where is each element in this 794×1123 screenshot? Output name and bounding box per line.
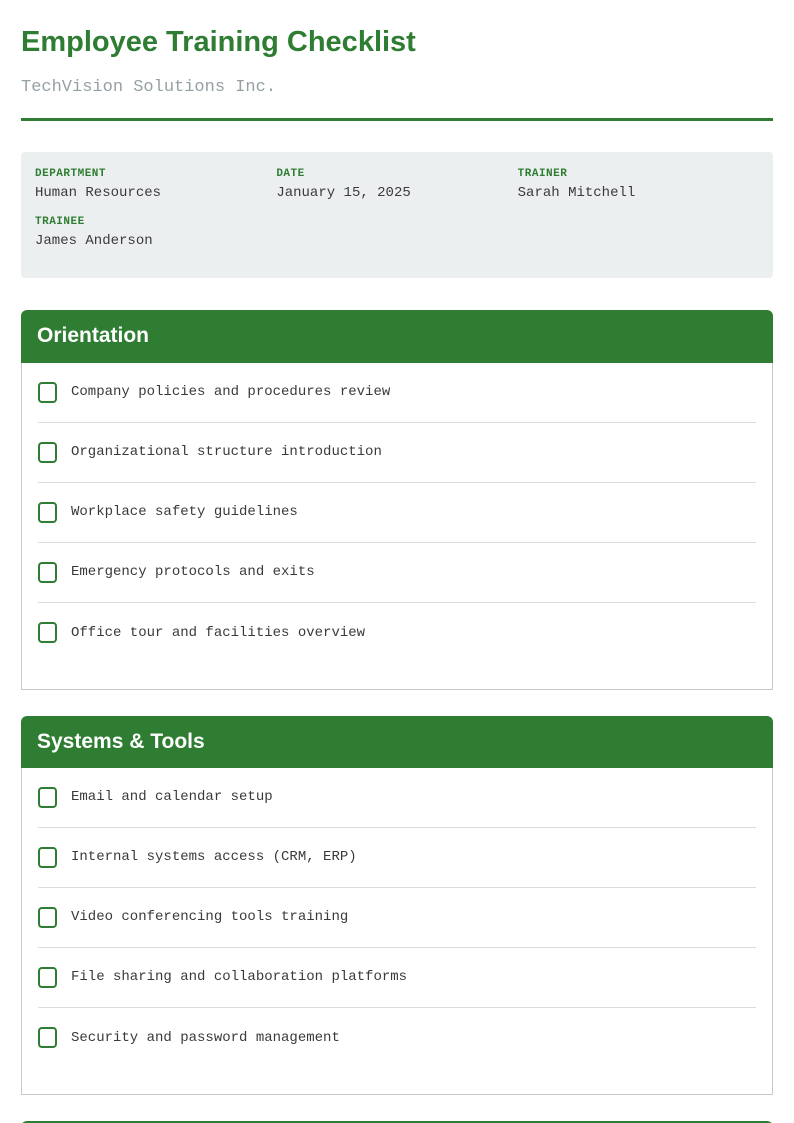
info-grid [35, 168, 759, 250]
section-header: Systems & Tools [21, 716, 773, 768]
checkbox[interactable] [38, 907, 57, 928]
checkbox[interactable] [38, 502, 57, 523]
checklist-item [38, 483, 756, 543]
checklist-item-label: Security and password management [71, 1029, 340, 1046]
info-field [35, 168, 276, 203]
info-field [276, 168, 517, 203]
checkbox[interactable] [38, 562, 57, 583]
checklist-item-label: Company policies and procedures review [71, 384, 391, 401]
checklist-item [38, 423, 756, 483]
info-field [518, 168, 759, 203]
info-field-label: DATE [276, 168, 305, 180]
checklist-item [38, 948, 756, 1008]
section-body [21, 768, 773, 1095]
checklist-item [38, 603, 756, 663]
info-field-label: TRAINER [517, 168, 568, 180]
info-field-label: TRAINEE [35, 215, 85, 228]
info-field [35, 216, 276, 251]
section [21, 310, 773, 689]
checklist-item [38, 543, 756, 603]
checklist-item-label: Workplace safety guidelines [71, 504, 298, 521]
section [21, 716, 773, 1095]
header-rule [21, 118, 773, 121]
section-body [21, 363, 773, 690]
checkbox[interactable] [38, 622, 57, 643]
checkbox[interactable] [38, 1027, 57, 1048]
info-field-value: January 15, 2025 [276, 185, 411, 202]
section-header: Orientation [21, 310, 773, 362]
info-field-value: Sarah Mitchell [517, 185, 636, 202]
checklist-item-label: Organizational structure introduction [71, 444, 382, 461]
checkbox[interactable] [38, 382, 57, 403]
company-name: TechVision Solutions Inc. [21, 78, 277, 97]
checklist-sections [21, 310, 773, 1123]
checkbox[interactable] [38, 847, 57, 868]
checkbox[interactable] [38, 967, 57, 988]
checklist-item-label: Emergency protocols and exits [71, 564, 315, 581]
checklist-item [38, 1008, 756, 1068]
checklist-item [38, 828, 756, 888]
checklist-item-label: Email and calendar setup [71, 789, 273, 806]
checklist-item-label: File sharing and collaboration platforms [71, 969, 408, 986]
checklist-item-label: Office tour and facilities overview [71, 624, 366, 641]
checklist-item [38, 768, 756, 828]
checkbox[interactable] [38, 442, 57, 463]
checklist-item [38, 363, 756, 423]
checklist-item [38, 888, 756, 948]
checklist-item-label: Internal systems access (CRM, ERP) [71, 849, 357, 866]
checklist-item-label: Video conferencing tools training [71, 909, 349, 926]
checkbox[interactable] [38, 787, 57, 808]
page-title: Employee Training Checklist [21, 26, 416, 58]
info-field-label: DEPARTMENT [35, 168, 107, 180]
info-field-value: James Anderson [35, 232, 153, 249]
info-box [21, 152, 773, 278]
info-field-value: Human Resources [35, 185, 162, 202]
